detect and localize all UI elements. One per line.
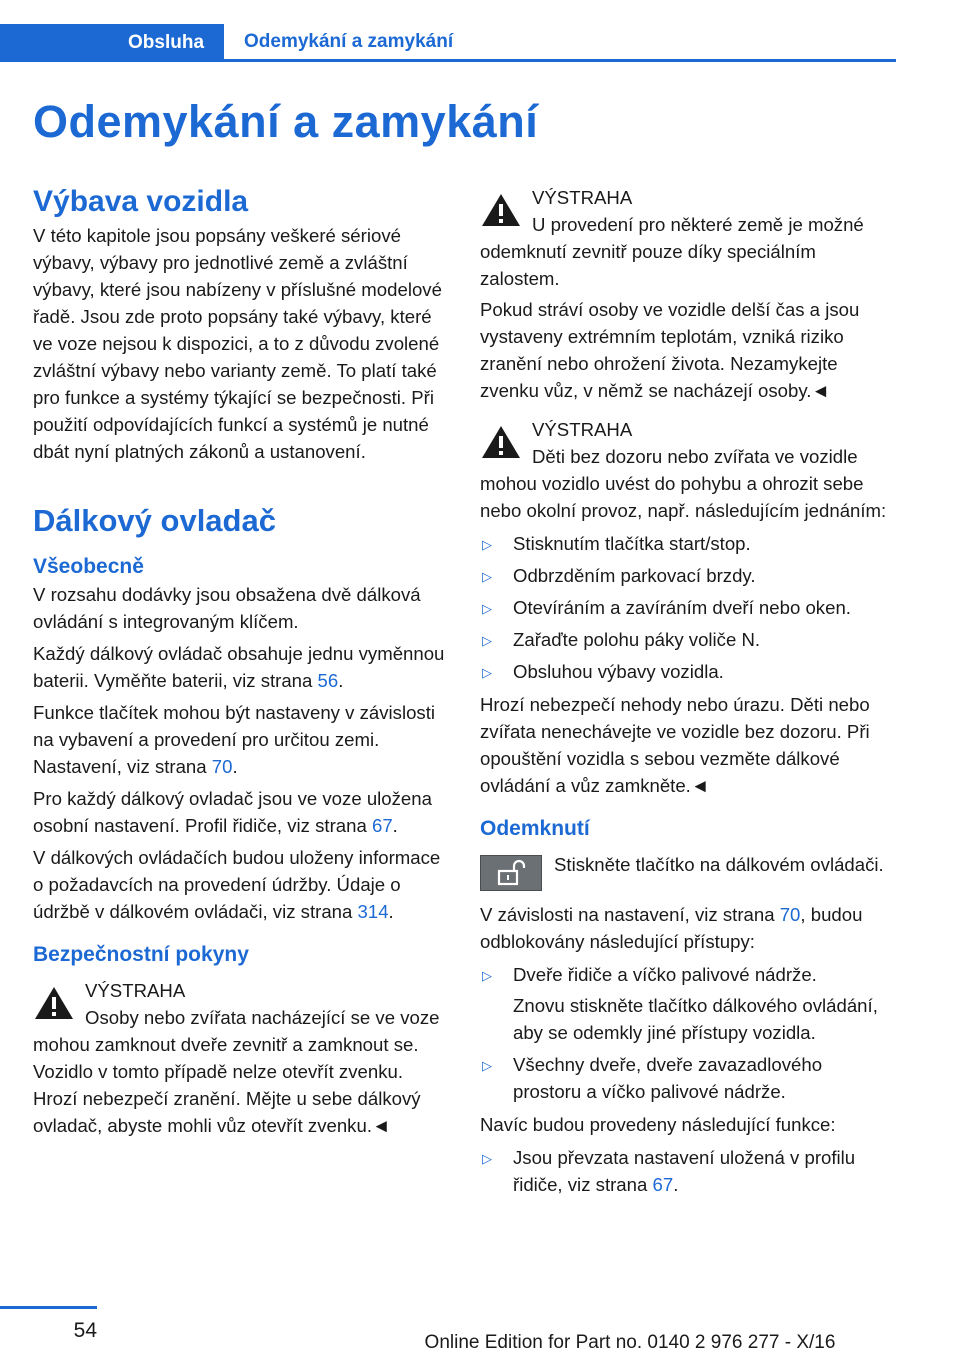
page-link-67[interactable]: 67 <box>652 1174 674 1195</box>
warning-text-2: Pokud stráví osoby ve vozidle delší čas a jsou vystaveny extrémním teplotám, vzniká riziko zranění nebo ohrožení života. Nezamykejte zvenku vůz, v němž se nacházejí osoby.◄ <box>480 299 860 401</box>
list-item: ▷ Zařaďte polohu páky voliče N. <box>480 626 893 653</box>
list-item: ▷ Všechny dveře, dveře zavazadlového prostoru a víčko palivové nádrže. <box>482 1054 823 1102</box>
warning-block <box>480 184 893 404</box>
heading-vseobecne: Všeobecně <box>33 555 144 578</box>
warning-triangle-icon <box>480 423 522 461</box>
bullet-triangle-icon: ▷ <box>482 569 492 584</box>
page-link-67[interactable]: 67 <box>371 815 393 836</box>
paragraph-4: Pro každý dálkový ovladač jsou ve voze uložena osobní nastavení. Profil řidiče, viz strana 67. <box>33 788 432 836</box>
list-item: ▷ Obsluhou výbavy vozidla. <box>480 658 893 685</box>
bullet-triangle-icon: ▷ <box>482 665 492 680</box>
heading-odemknuti: Odemknutí <box>480 817 590 840</box>
page-link-314[interactable]: 314 <box>357 901 389 922</box>
paragraph-settings: V závislosti na nastavení, viz strana 70, budou odblokovány následující přístupy: <box>480 904 863 952</box>
bullet-triangle-icon: ▷ <box>482 1151 492 1166</box>
list-item: ▷ Jsou převzata nastavení uložená v profilu řidiče, viz strana 67. <box>482 1147 856 1195</box>
warning-block <box>33 977 446 1139</box>
paragraph-1: V rozsahu dodávky jsou obsažena dvě dálková ovládání s integrovaným klíčem. <box>33 584 421 632</box>
paragraph-5: V dálkových ovládačích budou uloženy informace o požadavcích na provedení údržby. Údaje o údržbě v dálkovém ovládači, viz strana 314. <box>33 847 441 922</box>
paragraph-vybava: V této kapitole jsou popsány veškeré sériové výbavy, výbavy pro jednotlivé země a zvláštní výbavy, které jsou nabízeny v příslušné modelové řadě. Jsou zde proto popsány také výbavy, které ve voze nejsou k dispozici, a to z důvodu zvolené zvláštní výbavy nebo varianty země. To platí také pro funkce a systémy týkající se bezpečnosti. Při použití odpovídajících funkcí a systémů je nutné dbát nyní platných zákonů a ustanovení. <box>33 225 442 462</box>
list-item-sub: Znovu stiskněte tlačítko dálkového ovládání, aby se odemkly jiné přístupy vozidla. <box>513 995 878 1043</box>
paragraph-funkce: Navíc budou provedeny následující funkce: <box>480 1114 836 1135</box>
heading-dalkovy-ovladac: Dálkový ovladač <box>33 503 276 538</box>
bullet-triangle-icon: ▷ <box>482 537 492 552</box>
heading-vybava: Výbava vozidla <box>33 185 249 218</box>
unlock-row <box>480 851 893 891</box>
warning-text: Osoby nebo zvířata nacházející se ve voze mohou zamknout dveře zevnitř a zamknout se. Vozidlo v tomto případě nelze otevřít zvenku. Hrozí nebezpečí zranění. Mějte u sebe dálkový ovladač, abyste mohli vůz otevřít zvenku.◄ <box>33 1007 440 1136</box>
function-list <box>480 1144 893 1198</box>
bullet-triangle-icon: ▷ <box>482 1058 492 1073</box>
warning-text: U provedení pro některé země je možné odemknutí zevnitř pouze díky speciálním zalostem. <box>480 214 864 289</box>
warning-block <box>480 416 893 799</box>
page-link-70[interactable]: 70 <box>211 756 233 777</box>
warning-triangle-icon <box>480 191 522 229</box>
paragraph-2: Každý dálkový ovládač obsahuje jednu vyměnnou baterii. Vyměňte baterii, viz strana 56. <box>33 643 445 691</box>
section-tab-label: Obsluha <box>128 32 205 53</box>
breadcrumb[interactable] <box>224 24 896 62</box>
heading-bezpecnostni-pokyny: Bezpečnostní pokyny <box>33 943 249 966</box>
breadcrumb-label: Odemykání a zamykání <box>244 30 454 52</box>
warning-heading: VÝSTRAHA <box>532 419 633 440</box>
warning-heading: VÝSTRAHA <box>85 980 186 1001</box>
left-column <box>33 180 446 1151</box>
unlock-text: Stiskněte tlačítko na dálkovém ovládači. <box>554 854 884 875</box>
unlock-button-symbol <box>480 855 542 891</box>
bullet-triangle-icon: ▷ <box>482 968 492 983</box>
list-item: ▷ Odbrzděním parkovací brzdy. <box>480 562 893 589</box>
warning-triangle-icon <box>33 984 75 1022</box>
warning-text-2: Hrozí nebezpečí nehody nebo úrazu. Děti nebo zvířata nenechávejte ve vozidle bez dozoru. Při opouštění vozidla s sebou vezměte dálkové ovládání a vůz zamkněte.◄ <box>480 694 870 796</box>
bullet-triangle-icon: ▷ <box>482 633 492 648</box>
unlock-icon <box>494 859 528 887</box>
right-column <box>480 184 893 1204</box>
section-tab[interactable] <box>0 24 224 62</box>
list-item: ▷ Otevíráním a zavíráním dveří nebo oken. <box>480 594 893 621</box>
bullet-list <box>480 530 893 685</box>
page-link-70[interactable]: 70 <box>779 904 801 925</box>
footer-edition: Online Edition for Part no. 0140 2 976 277 - X/16 <box>424 1332 836 1353</box>
page-link-56[interactable]: 56 <box>317 670 339 691</box>
bullet-triangle-icon: ▷ <box>482 601 492 616</box>
page-title: Odemykání a zamykání <box>33 96 539 147</box>
warning-heading: VÝSTRAHA <box>532 187 633 208</box>
access-list <box>480 961 893 1105</box>
paragraph-3: Funkce tlačítek mohou být nastaveny v závislosti na vybavení a provedení pro určitou zemi. Nastavení, viz strana 70. <box>33 702 436 777</box>
page-number: 54 <box>0 1306 97 1343</box>
warning-text: Děti bez dozoru nebo zvířata ve vozidle mohou vozidlo uvést do pohybu a ohrozit sebe nebo okolní provoz, např. následujícím jednáním: <box>480 446 887 521</box>
list-item: ▷ Dveře řidiče a víčko palivové nádrže. Znovu stiskněte tlačítko dálkového ovládání, aby se odemkly jiné přístupy vozidla. <box>480 961 893 1046</box>
list-item: ▷ Stisknutím tlačítka start/stop. <box>480 530 893 557</box>
